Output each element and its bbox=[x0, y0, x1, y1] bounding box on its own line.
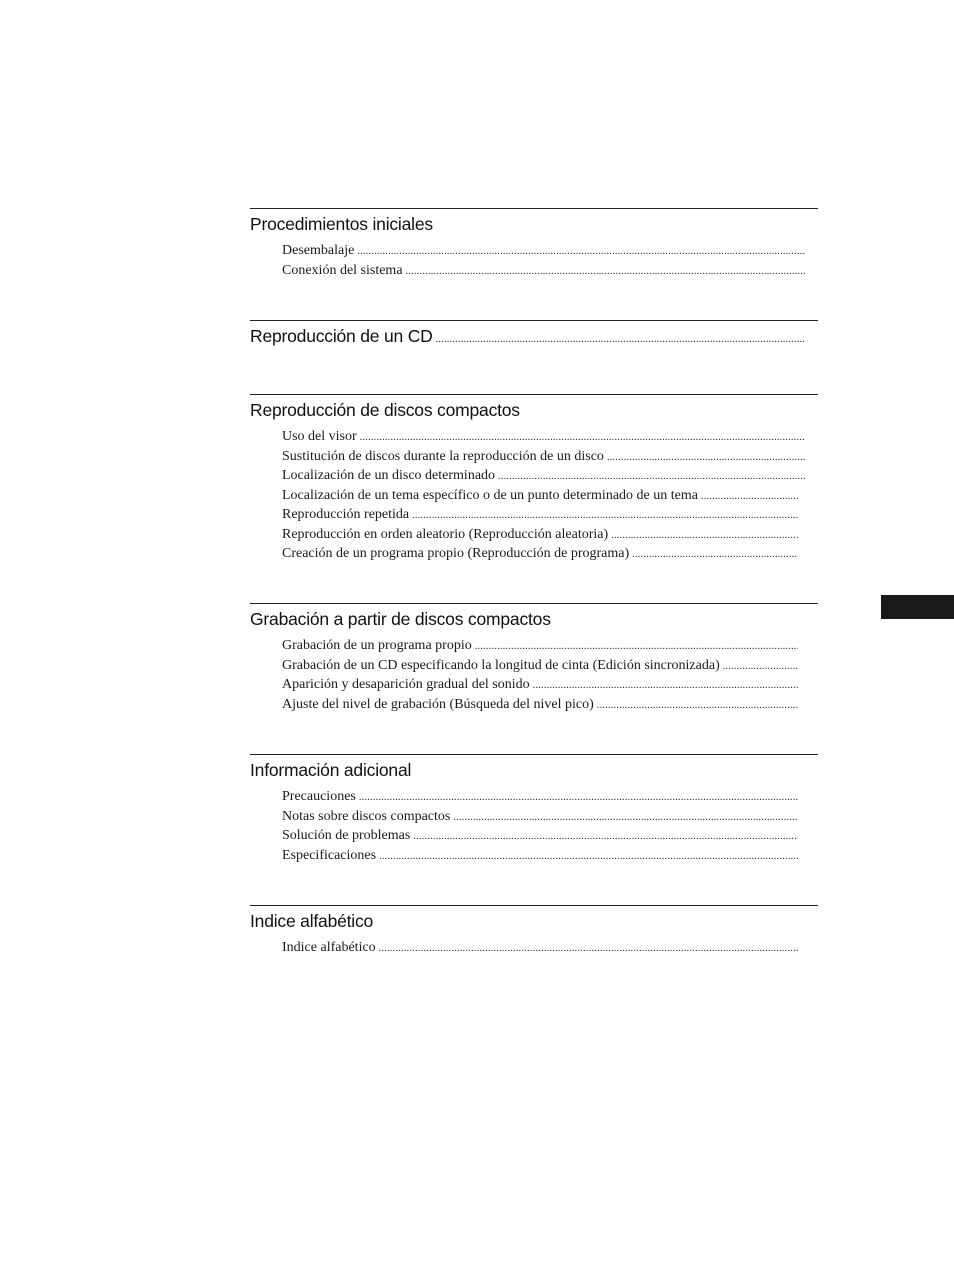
toc-entry[interactable] bbox=[282, 241, 805, 261]
toc-entry[interactable] bbox=[282, 544, 798, 564]
dot-leader bbox=[357, 242, 805, 261]
toc-section-indice bbox=[250, 905, 818, 958]
toc-entry[interactable] bbox=[282, 846, 798, 866]
toc-section-reproduccion-discos bbox=[250, 394, 818, 564]
toc-entry-label: Creación de un programa propio (Reproducción de programa) bbox=[282, 546, 630, 561]
toc-entry[interactable] bbox=[282, 525, 798, 545]
toc-entry-label: Uso del visor bbox=[282, 429, 357, 444]
toc-entry-label: Localización de un disco determinado bbox=[282, 468, 496, 483]
toc-entry-label: Desembalaje bbox=[282, 243, 355, 258]
toc-entry[interactable] bbox=[282, 787, 798, 807]
dot-leader bbox=[533, 676, 798, 695]
toc-entry-label: Reproducción en orden aleatorio (Reproducción aleatoria) bbox=[282, 526, 609, 542]
toc-section-grabacion bbox=[250, 603, 818, 714]
dot-leader bbox=[412, 506, 798, 525]
toc-entry-label: Solución de problemas bbox=[282, 828, 411, 843]
dot-leader bbox=[406, 262, 805, 281]
section-tab-marker bbox=[881, 595, 954, 619]
section-title: Indice alfabético bbox=[250, 911, 374, 931]
toc-entry-label: Grabación de un CD especificando la longitud de cinta (Edición sincronizada) bbox=[282, 657, 720, 673]
toc-entry-label: Precauciones bbox=[282, 789, 356, 804]
toc-entry[interactable] bbox=[282, 675, 798, 695]
toc-entry-label: Grabación de un programa propio bbox=[282, 638, 472, 653]
toc-entry[interactable] bbox=[282, 938, 798, 958]
toc-entry[interactable] bbox=[282, 505, 798, 525]
toc-entry[interactable] bbox=[250, 326, 805, 346]
toc-entry-label: Indice alfabético bbox=[282, 940, 376, 955]
dot-leader bbox=[607, 448, 805, 467]
toc-entry-label: Localización de un tema específico o de un punto determinado de un tema bbox=[282, 487, 698, 503]
section-title: Procedimientos iniciales bbox=[250, 214, 433, 234]
dot-leader bbox=[723, 657, 798, 676]
dot-leader bbox=[701, 487, 798, 506]
dot-leader bbox=[475, 637, 798, 656]
dot-leader bbox=[379, 847, 798, 866]
toc-entry[interactable] bbox=[282, 807, 798, 827]
toc-entry[interactable] bbox=[282, 447, 805, 467]
dot-leader bbox=[611, 526, 798, 545]
toc-section-procedimientos bbox=[250, 208, 818, 280]
dot-leader bbox=[379, 939, 798, 958]
section-title: Grabación a partir de discos compactos bbox=[250, 609, 551, 629]
toc-entry-label: Reproducción repetida bbox=[282, 507, 410, 522]
section-title: Información adicional bbox=[250, 760, 412, 780]
toc-entry[interactable] bbox=[282, 261, 805, 281]
toc-section-reproduccion-cd bbox=[250, 320, 818, 346]
dot-leader bbox=[359, 788, 798, 807]
toc-section-informacion bbox=[250, 754, 818, 865]
section-title: Reproducción de un CD bbox=[250, 326, 433, 346]
dot-leader bbox=[453, 808, 798, 827]
dot-leader bbox=[413, 827, 798, 846]
toc-entry-label: Especificaciones bbox=[282, 847, 377, 863]
toc-entry[interactable] bbox=[282, 656, 798, 676]
dot-leader bbox=[360, 428, 805, 447]
toc-entry[interactable] bbox=[282, 427, 805, 447]
dot-leader bbox=[436, 334, 805, 345]
dot-leader bbox=[597, 696, 798, 715]
toc-entry-label: Conexión del sistema bbox=[282, 262, 403, 278]
dot-leader bbox=[632, 545, 798, 564]
toc-entry[interactable] bbox=[282, 826, 798, 846]
toc-entry-label: Ajuste del nivel de grabación (Búsqueda del nivel pico) bbox=[282, 696, 594, 712]
toc-entry[interactable] bbox=[282, 636, 798, 656]
toc-entry[interactable] bbox=[282, 486, 798, 506]
toc-entry-label: Sustitución de discos durante la reproducción de un disco bbox=[282, 448, 604, 464]
toc-entry-label: Aparición y desaparición gradual del sonido bbox=[282, 677, 530, 692]
toc-entry[interactable] bbox=[282, 695, 798, 715]
toc-entry-label: Notas sobre discos compactos bbox=[282, 808, 451, 824]
toc-entry[interactable] bbox=[282, 466, 805, 486]
section-title: Reproducción de discos compactos bbox=[250, 400, 520, 420]
dot-leader bbox=[498, 467, 805, 486]
